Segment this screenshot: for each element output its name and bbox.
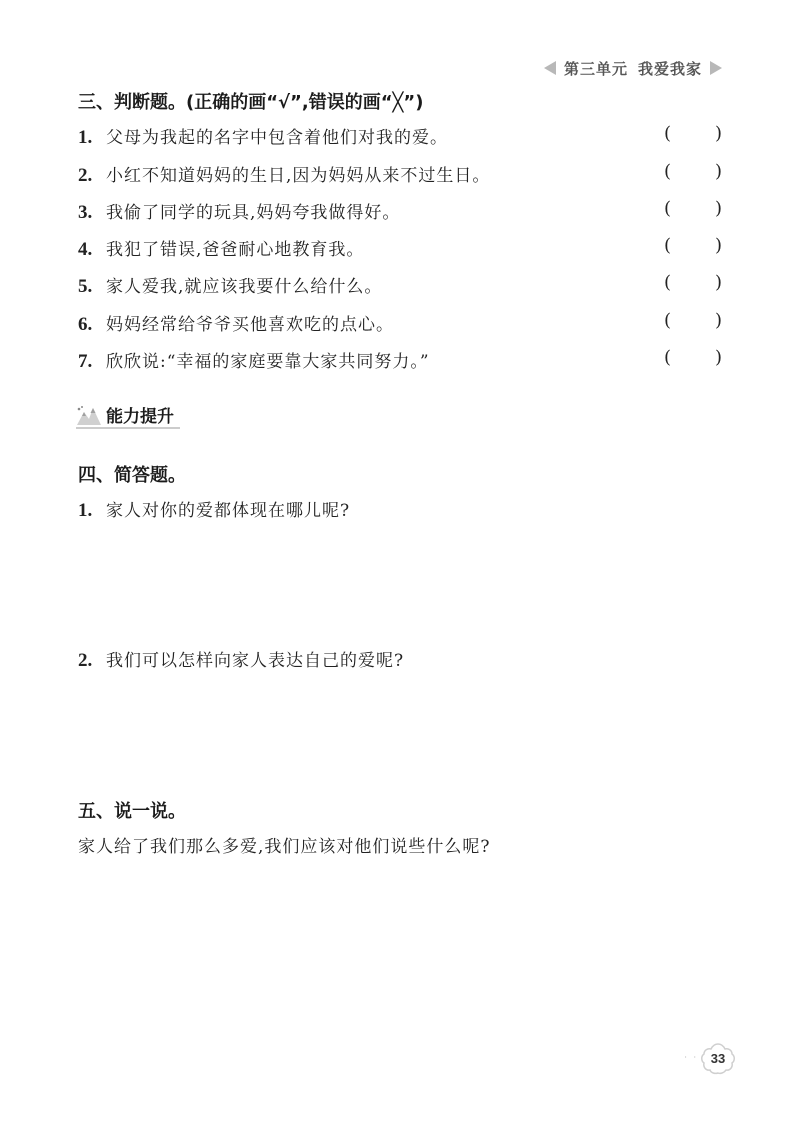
section-3-title: 三、判断题。(正确的画“√”,错误的画“╳”) — [78, 92, 424, 113]
ability-underline — [76, 427, 180, 429]
header-text — [564, 58, 702, 79]
question-text: 我犯了错误,爸爸耐心地教育我。 — [106, 240, 365, 260]
question-number: 4. — [78, 239, 93, 260]
close-paren: ) — [714, 347, 722, 368]
tf-question-1 — [78, 123, 448, 149]
close-paren: ) — [714, 272, 722, 293]
question-text: 家人爱我,就应该我要什么给什么。 — [106, 277, 383, 297]
question-number: 1. — [78, 500, 93, 521]
close-paren: ) — [714, 310, 722, 331]
question-text: 家人对你的爱都体现在哪儿呢? — [106, 501, 351, 521]
question-number: 2. — [78, 650, 93, 671]
unit-title: 我爱我家 — [637, 60, 702, 78]
tf-question-3 — [78, 198, 400, 224]
open-paren: ( — [664, 272, 672, 293]
page-number: 33 — [710, 1051, 726, 1066]
question-number: 5. — [78, 276, 93, 297]
section-5-prompt: 家人给了我们那么多爱,我们应该对他们说些什么呢? — [78, 837, 491, 857]
question-number: 6. — [78, 314, 93, 335]
open-paren: ( — [664, 347, 672, 368]
answer-blank-1[interactable] — [664, 123, 722, 144]
question-text: 我偷了同学的玩具,妈妈夸我做得好。 — [106, 203, 401, 223]
triangle-right-icon — [710, 61, 722, 75]
tf-question-7 — [78, 347, 430, 373]
close-paren: ) — [714, 161, 722, 182]
answer-blank-3[interactable] — [664, 198, 722, 219]
ability-label: 能力提升 — [106, 407, 174, 427]
tf-question-6 — [78, 310, 394, 336]
section-4-title: 四、简答题。 — [78, 465, 186, 486]
question-number: 2. — [78, 165, 93, 186]
page-header — [544, 56, 722, 80]
answer-blank-5[interactable] — [664, 272, 722, 293]
open-paren: ( — [664, 161, 672, 182]
question-number: 3. — [78, 202, 93, 223]
question-text: 小红不知道妈妈的生日,因为妈妈从来不过生日。 — [106, 166, 491, 186]
mountain-icon — [76, 404, 102, 426]
open-paren: ( — [664, 235, 672, 256]
answer-blank-2[interactable] — [664, 161, 722, 182]
question-number: 1. — [78, 127, 93, 148]
short-question-1 — [78, 496, 350, 522]
close-paren: ) — [714, 235, 722, 256]
open-paren: ( — [664, 123, 672, 144]
page-decoration-dots: · · — [684, 1053, 698, 1062]
question-text: 妈妈经常给爷爷买他喜欢吃的点心。 — [106, 315, 394, 335]
tf-question-4 — [78, 235, 364, 261]
question-number: 7. — [78, 351, 93, 372]
answer-area-2[interactable] — [78, 680, 722, 780]
question-text: 欣欣说:“幸福的家庭要靠大家共同努力。” — [106, 352, 430, 372]
section-5-title: 五、说一说。 — [78, 801, 186, 822]
open-paren: ( — [664, 310, 672, 331]
tf-question-2 — [78, 161, 490, 187]
triangle-left-icon — [544, 61, 556, 75]
answer-area-3[interactable] — [78, 866, 722, 1026]
answer-area-1[interactable] — [78, 530, 722, 630]
question-text: 我们可以怎样向家人表达自己的爱呢? — [106, 651, 405, 671]
close-paren: ) — [714, 123, 722, 144]
answer-blank-6[interactable] — [664, 310, 722, 331]
unit-label: 第三单元 — [563, 60, 628, 78]
question-text: 父母为我起的名字中包含着他们对我的爱。 — [106, 128, 448, 148]
short-question-2 — [78, 646, 404, 672]
answer-blank-4[interactable] — [664, 235, 722, 256]
tf-question-5 — [78, 272, 382, 298]
answer-blank-7[interactable] — [664, 347, 722, 368]
ability-badge — [76, 402, 174, 427]
open-paren: ( — [664, 198, 672, 219]
close-paren: ) — [714, 198, 722, 219]
